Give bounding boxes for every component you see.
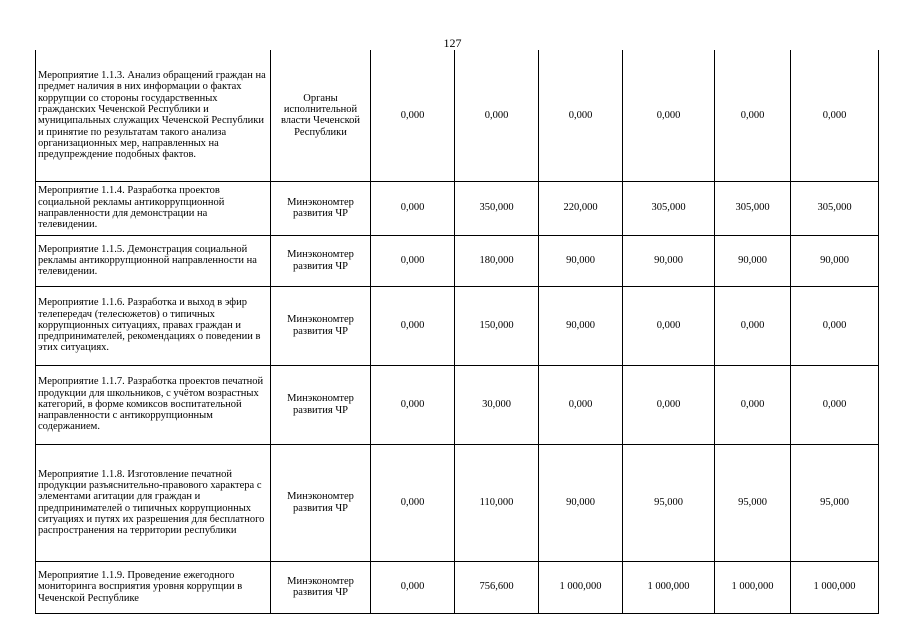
- funding-value: 0,000: [371, 561, 455, 613]
- activity-description: Мероприятие 1.1.3. Анализ обращений граждан на предмет наличия в них информации о фактах коррупции со стороны государственных гражданских Чеченской Республики и муниципальных служащих Чеченской Республики и принятие по результатам такого анализа организационных мер, направленных на предупреждение подобных фактов.: [36, 50, 271, 181]
- budget-table: [35, 50, 879, 614]
- funding-value: 220,000: [539, 181, 623, 235]
- funding-value: 90,000: [539, 444, 623, 561]
- funding-value: 0,000: [539, 50, 623, 181]
- table-row: [36, 50, 879, 181]
- activity-description: Мероприятие 1.1.9. Проведение ежегодного мониторинга восприятия уровня коррупции в Чеченской Республике: [36, 561, 271, 613]
- funding-value: 90,000: [791, 235, 879, 286]
- funding-value: 0,000: [539, 365, 623, 444]
- funding-value: 90,000: [539, 235, 623, 286]
- funding-value: 756,600: [455, 561, 539, 613]
- activity-description: Мероприятие 1.1.6. Разработка и выход в эфир телепередач (телесюжетов) о типичных коррупционных ситуациях, правах граждан и предпринимателей, рекомендациях о поведении в этих ситуациях.: [36, 286, 271, 365]
- table-row: [36, 365, 879, 444]
- activity-description: Мероприятие 1.1.7. Разработка проектов печатной продукции для школьников, с учётом возрастных категорий, в форме комиксов воспитательной направленности с антикоррупционным содержанием.: [36, 365, 271, 444]
- funding-value: 0,000: [715, 365, 791, 444]
- funding-value: 0,000: [371, 181, 455, 235]
- funding-value: 0,000: [791, 365, 879, 444]
- activity-description: Мероприятие 1.1.4. Разработка проектов социальной рекламы антикоррупционной направленности для демонстрации на телевидении.: [36, 181, 271, 235]
- funding-value: 305,000: [791, 181, 879, 235]
- activity-description: Мероприятие 1.1.5. Демонстрация социальной рекламы антикоррупционной направленности на телевидении.: [36, 235, 271, 286]
- funding-value: 0,000: [371, 286, 455, 365]
- funding-value: 0,000: [791, 50, 879, 181]
- responsible-executor: Минэкономтер развития ЧР: [271, 286, 371, 365]
- funding-value: 90,000: [539, 286, 623, 365]
- responsible-executor: Минэкономтер развития ЧР: [271, 235, 371, 286]
- funding-value: 0,000: [455, 50, 539, 181]
- funding-value: 305,000: [623, 181, 715, 235]
- funding-value: 0,000: [371, 50, 455, 181]
- funding-value: 1 000,000: [791, 561, 879, 613]
- funding-value: 0,000: [715, 286, 791, 365]
- funding-value: 0,000: [371, 365, 455, 444]
- funding-value: 305,000: [715, 181, 791, 235]
- funding-value: 0,000: [371, 235, 455, 286]
- funding-value: 0,000: [791, 286, 879, 365]
- table-row: [36, 235, 879, 286]
- table-row: [36, 561, 879, 613]
- responsible-executor: Органы исполнительной власти Чеченской Республики: [271, 50, 371, 181]
- funding-value: 1 000,000: [715, 561, 791, 613]
- funding-value: 150,000: [455, 286, 539, 365]
- funding-value: 95,000: [791, 444, 879, 561]
- page-number: 127: [443, 36, 462, 50]
- activity-description: Мероприятие 1.1.8. Изготовление печатной продукции разъяснительно-правового характера с элементами агитации для граждан и предпринимателей о типичных коррупционных ситуациях и путях их разрешения для бесплатного распространения на территории республики: [36, 444, 271, 561]
- funding-value: 0,000: [371, 444, 455, 561]
- responsible-executor: Минэкономтер развития ЧР: [271, 561, 371, 613]
- funding-value: 1 000,000: [623, 561, 715, 613]
- funding-value: 0,000: [623, 286, 715, 365]
- responsible-executor: Минэкономтер развития ЧР: [271, 365, 371, 444]
- funding-value: 350,000: [455, 181, 539, 235]
- funding-value: 110,000: [455, 444, 539, 561]
- table-row: [36, 181, 879, 235]
- funding-value: 180,000: [455, 235, 539, 286]
- responsible-executor: Минэкономтер развития ЧР: [271, 444, 371, 561]
- funding-value: 95,000: [623, 444, 715, 561]
- funding-value: 90,000: [623, 235, 715, 286]
- funding-value: 0,000: [623, 50, 715, 181]
- funding-value: 0,000: [715, 50, 791, 181]
- funding-value: 0,000: [623, 365, 715, 444]
- funding-value: 30,000: [455, 365, 539, 444]
- funding-value: 90,000: [715, 235, 791, 286]
- table-row: [36, 286, 879, 365]
- funding-value: 1 000,000: [539, 561, 623, 613]
- table-row: [36, 444, 879, 561]
- responsible-executor: Минэкономтер развития ЧР: [271, 181, 371, 235]
- funding-value: 95,000: [715, 444, 791, 561]
